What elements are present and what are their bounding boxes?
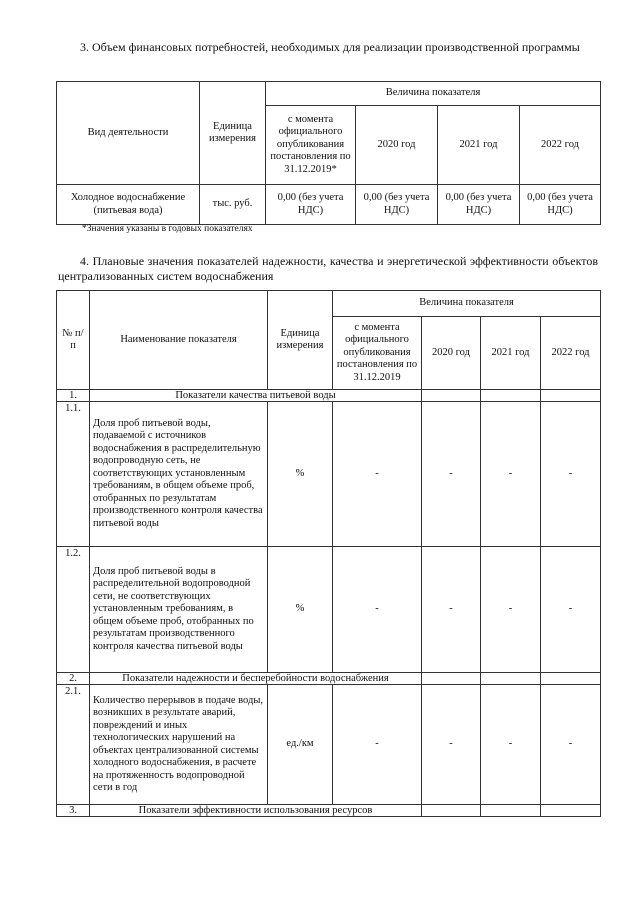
row-unit: % (268, 402, 333, 547)
row-value: - (422, 685, 481, 805)
row-value: - (541, 685, 601, 805)
row-num: 2.1. (57, 685, 90, 805)
header-2022: 2022 год (541, 317, 601, 390)
row-value: - (333, 402, 422, 547)
row-value: 0,00 (без учета НДС) (356, 185, 438, 225)
row-num: 3. (57, 805, 90, 817)
row-unit: ед./км (268, 685, 333, 805)
row-unit: % (268, 547, 333, 673)
header-unit: Единица измерения (268, 291, 333, 390)
header-2020: 2020 год (356, 106, 438, 185)
header-activity: Вид деятельности (57, 82, 200, 185)
header-name: Наименование показателя (90, 291, 268, 390)
row-value: - (333, 547, 422, 673)
row-value: - (541, 402, 601, 547)
header-since: с момента официального опубликования постановления по 31.12.2019 (333, 317, 422, 390)
row-num: 1. (57, 390, 90, 402)
row-num: 1.2. (57, 547, 90, 673)
header-value: Величина показателя (266, 82, 601, 106)
row-name: Количество перерывов в подаче воды, возникших в результате аварий, повреждений и иных технологических нарушений на объектах централизованной системы холодного водоснабжения, в расчете на протяженность водопроводной сети в год (90, 685, 268, 805)
row-num: 1.1. (57, 402, 90, 547)
row-value: 0,00 (без учета НДС) (266, 185, 356, 225)
header-unit: Единица измерения (200, 82, 266, 185)
header-since: с момента официального опубликования постановления по 31.12.2019* (266, 106, 356, 185)
header-2021: 2021 год (438, 106, 520, 185)
section-title: Показатели эффективности использования ресурсов (90, 805, 422, 817)
row-num: 2. (57, 673, 90, 685)
header-2022: 2022 год (520, 106, 601, 185)
row-unit: тыс. руб. (200, 185, 266, 225)
section-3-heading: 3. Объем финансовых потребностей, необходимых для реализации производственной программы (80, 40, 580, 54)
row-value: 0,00 (без учета НДС) (438, 185, 520, 225)
footnote: *Значения указаны в годовых показателях (82, 224, 253, 234)
row-value: - (481, 685, 541, 805)
section-title: Показатели качества питьевой воды (90, 390, 422, 402)
header-2021: 2021 год (481, 317, 541, 390)
section-4-heading: 4. Плановые значения показателей надежности, качества и энергетической эффективности объектов централизованных систем водоснабжения (58, 254, 598, 283)
header-value: Величина показателя (333, 291, 601, 317)
row-name: Доля проб питьевой воды в распределительной водопроводной сети, не соответствующих установленным требованиям, в общем объеме проб, отобранных по результатам производственного контроля качества питьевой воды (90, 547, 268, 673)
row-value: - (422, 402, 481, 547)
row-name: Доля проб питьевой воды, подаваемой с источников водоснабжения в распределительную водопроводную сеть, не соответствующих установленным требованиям, в общем объеме проб, отобранных по результатам производственного контроля качества питьевой воды (90, 402, 268, 547)
header-num: № п/п (57, 291, 90, 390)
financial-needs-table (56, 81, 601, 225)
section-title: Показатели надежности и бесперебойности водоснабжения (90, 673, 422, 685)
row-value: - (481, 547, 541, 673)
header-2020: 2020 год (422, 317, 481, 390)
row-value: - (422, 547, 481, 673)
row-value: 0,00 (без учета НДС) (520, 185, 601, 225)
row-value: - (541, 547, 601, 673)
indicators-table (56, 290, 601, 817)
row-activity: Холодное водоснабжение (питьевая вода) (57, 185, 200, 225)
row-value: - (333, 685, 422, 805)
row-value: - (481, 402, 541, 547)
